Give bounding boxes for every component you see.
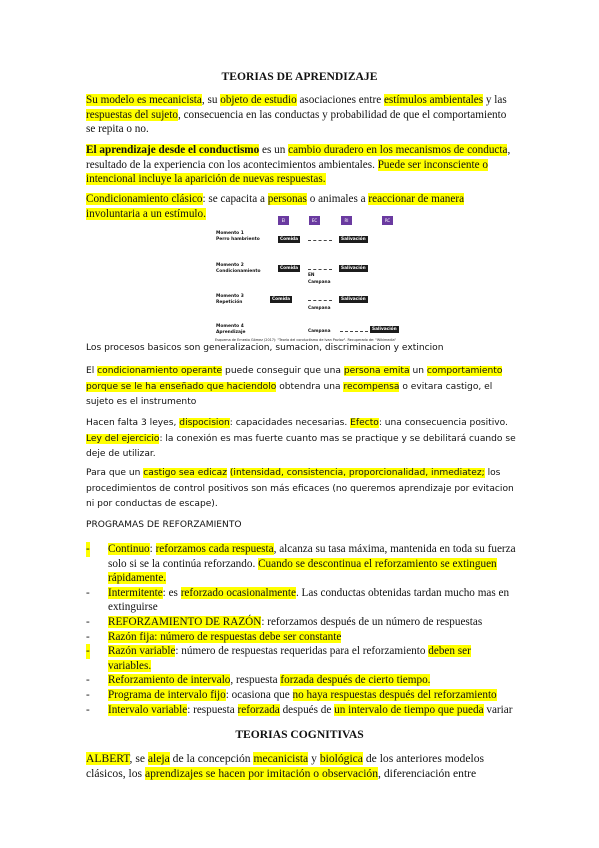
dash: -: [86, 615, 90, 628]
text: : reforzamos después de un número de respuestas: [261, 615, 483, 628]
campana-label-4: Campana: [308, 329, 331, 334]
hl-text: (intensidad, consistencia, proporcionalidad, inmediatez;: [229, 468, 485, 478]
paragraph-operante: [86, 364, 516, 411]
paragraph-leyes: [86, 416, 516, 463]
text: un: [409, 366, 427, 376]
text: : respuesta: [187, 703, 238, 716]
hl-text: biológica: [319, 752, 363, 765]
text: : número de respuestas requeridas para el reforzamiento: [175, 645, 429, 658]
paragraph-procesos: Los procesos basicos son generalizacion, sumacion, discriminacion y extincion: [86, 343, 444, 353]
header-ec: EC: [309, 216, 320, 225]
text: es un: [259, 144, 289, 156]
hl-text: respuestas del sujeto: [86, 108, 178, 121]
text: los procedimientos de control positivos son más eficaces (no queremos aprendizaje por evitacion ni por conductas de escape).: [86, 468, 514, 510]
text: , resultado de la experiencia con los acontecimientos ambientales.: [86, 144, 511, 171]
text: , se: [129, 752, 148, 765]
arrow-2: [308, 269, 332, 270]
moment-4-label: Momento 4 Aprendizaje: [216, 324, 246, 335]
text: El: [86, 366, 98, 376]
hl-text: cambio duradero en los mecanismos de conducta: [288, 144, 508, 156]
hl-text: Intermitente: [108, 586, 163, 599]
comida-box-1: Comida: [280, 237, 299, 242]
list-item: [86, 615, 516, 630]
hl-text: Reforzamiento de intervalo: [108, 674, 231, 687]
list-item: [86, 630, 516, 645]
hl-text: Cuando se descontinua el reforzamiento se extinguen rápidamente.: [108, 557, 497, 585]
dash: -: [86, 703, 90, 716]
text: puede conseguir que una: [222, 366, 344, 376]
comida-box-2: Comida: [280, 266, 299, 271]
en-label: EN: [308, 273, 315, 278]
hl-text: dispocision: [179, 418, 230, 428]
text: : ocasiona que: [225, 688, 293, 701]
text: . Las conductas obtenidas tardan mucho mas en extinguirse: [108, 586, 510, 614]
campana-label-2: Campana: [308, 280, 331, 285]
hl-text: Programa de intervalo fijo: [108, 688, 226, 701]
arrow-1: [308, 240, 332, 241]
paragraph-castigo: [86, 466, 516, 513]
dash: -: [86, 674, 90, 687]
text: , diferenciación entre: [378, 767, 477, 781]
hl-text: El: [86, 144, 100, 156]
hl-text: reforzada: [237, 703, 280, 716]
header-ei: EI: [278, 216, 289, 225]
text: Para que un: [86, 468, 144, 478]
hl-text: aprendizajes se hacen por imitación o observación: [144, 767, 379, 781]
hl-text: aleja: [147, 752, 170, 765]
text: y: [308, 752, 320, 765]
text: Hacen falta 3 leyes,: [86, 418, 180, 428]
list-item: [86, 703, 516, 718]
dash: -: [86, 688, 90, 701]
hl-text: deben ser variables.: [108, 645, 471, 672]
pavlov-diagram: [210, 216, 410, 344]
moment-1-label: Momento 1 Perro hambriento: [216, 231, 260, 242]
list-item: [86, 586, 516, 615]
dash: -: [86, 645, 90, 658]
dash: -: [86, 586, 90, 599]
text: , consecuencia en las conductas y probabilidad de que el comportamiento se repita o no.: [86, 108, 507, 136]
text: después de: [279, 703, 335, 716]
hl-text: Ley del ejercicio: [86, 433, 160, 444]
campana-label-3: Campana: [308, 306, 331, 311]
hl-text: reforzado ocasionalmente: [180, 586, 296, 599]
hl-text: ALBERT: [86, 752, 130, 765]
hl-text: Razón fija: número de respuestas debe ser constante: [108, 630, 342, 643]
hl-text: mecanicista: [253, 752, 309, 765]
section-heading: PROGRAMAS DE REFORZAMIENTO: [86, 520, 242, 530]
salivacion-box-2: Salivación: [341, 266, 366, 271]
hl-text: Continuo: [108, 543, 150, 555]
hl-text: persona emita: [343, 366, 410, 376]
hl-text: recompensa: [343, 381, 400, 392]
dash: -: [86, 630, 90, 643]
header-rc: RC: [382, 216, 393, 225]
text: : es: [162, 586, 181, 599]
hl-text: no haya respuestas después del reforzamiento: [292, 688, 497, 701]
list-item: [86, 688, 516, 703]
text: : la conexión es mas fuerte cuanto mas se practique y se debilitará cuando se deje de utilizar.: [86, 433, 516, 460]
list-item: [86, 542, 516, 586]
hl-text: castigo sea edicaz: [143, 468, 227, 478]
paragraph-model: [86, 93, 516, 137]
text: obtendra una: [276, 381, 344, 392]
text: o animales a: [306, 193, 369, 205]
document-title: TEORIAS DE APRENDIZAJE: [221, 70, 378, 83]
dash: -: [86, 543, 90, 555]
programs-list: [86, 542, 516, 717]
hl-text: comportamiento porque se le ha enseñado que haciendolo: [86, 366, 503, 392]
text: : capacidades necesarias.: [229, 418, 351, 428]
text: , respuesta: [230, 674, 281, 687]
arrow-3: [308, 300, 332, 301]
text: o evitara castigo, el sujeto es el instrumento: [86, 381, 493, 408]
hl-text: Razón variable: [108, 645, 176, 658]
hl-text: Puede ser inconsciente o intencional incluye la aparición de nuevas respuestas.: [86, 158, 488, 186]
list-item: [86, 673, 516, 688]
paragraph-albert: [86, 751, 516, 782]
text: de los anteriores modelos clásicos, los: [86, 752, 485, 781]
text: , alcanza su tasa máxima, mantenida en toda su fuerza solo si se la continúa reforzando.: [108, 543, 516, 570]
text: de la concepción: [169, 752, 254, 765]
hl-text: estímulos ambientales: [383, 94, 484, 106]
salivacion-box-3: Salivación: [341, 297, 366, 302]
hl-text: objeto de estudio: [220, 94, 297, 106]
section-title-cognitivas: TEORIAS COGNITIVAS: [235, 728, 364, 741]
hl-text: personas: [267, 193, 307, 205]
list-item: [86, 644, 516, 673]
hl-text: forzada después de cierto tiempo.: [280, 674, 431, 687]
text: : una consecuencia positivo.: [378, 418, 508, 428]
hl-text: Efecto: [350, 418, 379, 428]
diagram-caption: Esquema de Ernesto Gómez (2017): "Teoría del conductismo de Ivan Pavlov". Recuperado de: "Wikimedia": [215, 338, 397, 342]
arrow-4: [340, 331, 368, 332]
hl-text: REFORZAMIENTO DE RAZÓN: [108, 615, 262, 628]
hl-text: Su modelo es mecanicista: [86, 94, 202, 106]
salivacion-box-4: Salivación: [372, 327, 397, 332]
text: variar: [483, 703, 513, 716]
hl-text: reforzamos cada respuesta: [155, 543, 274, 555]
text: asociaciones entre: [296, 94, 384, 106]
hl-text: condicionamiento operante: [97, 366, 223, 376]
header-ri: RI: [341, 216, 352, 225]
salivacion-box-1: Salivación: [341, 237, 366, 242]
comida-box-3: Comida: [272, 297, 291, 302]
text: :: [149, 543, 156, 555]
hl-text: Intervalo variable: [108, 703, 188, 716]
hl-text: un intervalo de tiempo que pueda: [334, 703, 484, 716]
paragraph-conductismo: [86, 143, 516, 187]
moment-2-label: Momento 2 Condicionamiento: [216, 263, 261, 274]
text: : se capacita a: [202, 193, 268, 205]
moment-3-label: Momento 3 Repetición: [216, 294, 244, 305]
hl-text: Condicionamiento clásico: [86, 193, 203, 205]
hl-text: reaccionar de manera involuntaria a un estímulo.: [86, 193, 465, 220]
text: y las: [483, 94, 507, 106]
text: , su: [201, 94, 221, 106]
hl-text: aprendizaje desde el conductismo: [99, 144, 260, 156]
